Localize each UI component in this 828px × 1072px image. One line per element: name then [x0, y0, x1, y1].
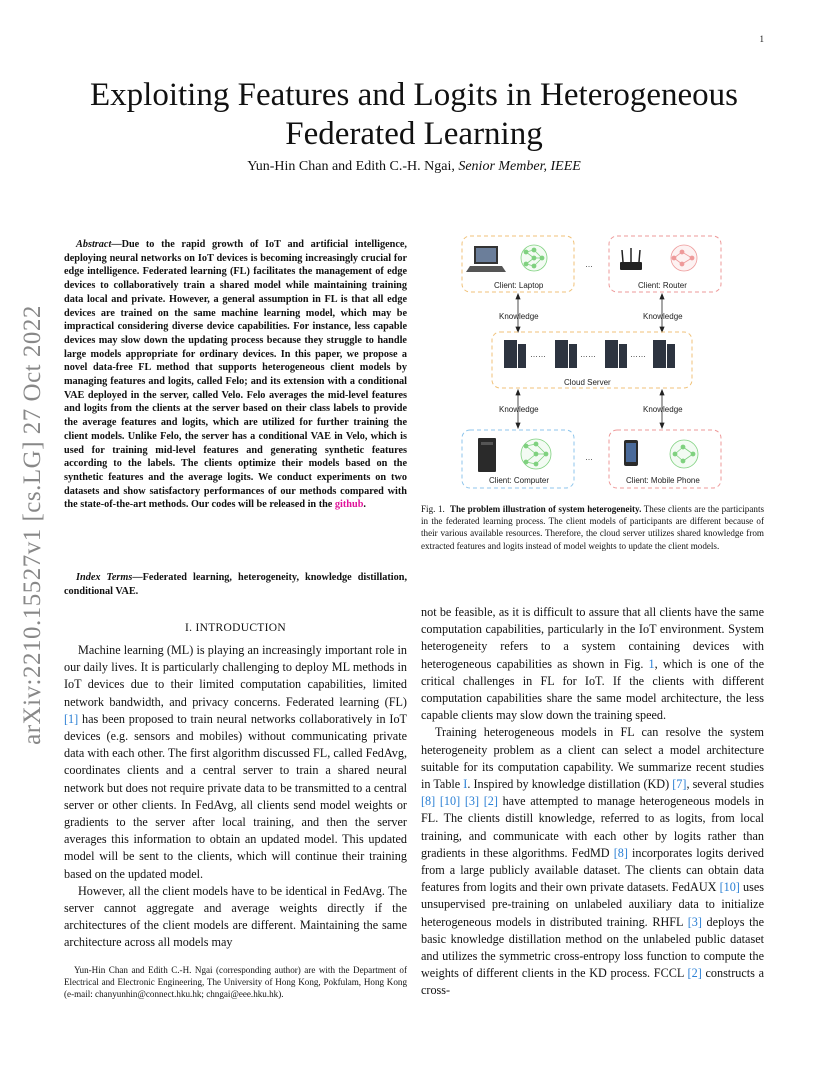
arxiv-sidebar-stamp [10, 290, 56, 760]
network-icon-router [671, 245, 697, 271]
citation-link[interactable]: [8] [421, 794, 436, 809]
intro-paragraph-1: Machine learning (ML) is playing an increasingly important role in our daily lives. It is particularly challenging to deploy ML methods in IoT devices due to their limited computation capabilities, limited network bandwidth, and privacy concerns. Federated learning (FL) [1] has been proposed to train neural networks collaboratively in IoT devices (e.g. sensors and mobiles) without communicating private data with each other. The first algorithm discussed FL, called FedAvg, coordinates clients and a central server to train a shared neural network but does not require private data to be transmitted to a central server or other clients. In FedAvg, all clients send model weights or gradients to the server after local training, and then the server averages this information to obtain an updated model. This updated model will be sent to the clients, which will continue their training based on the updated model. [64, 643, 407, 881]
ellipsis-bottom: … [585, 453, 593, 462]
citation-link[interactable]: [7] [672, 777, 687, 792]
label-knowledge-4: Knowledge [643, 405, 683, 414]
computer-tower-icon [478, 438, 496, 472]
index-terms [64, 571, 407, 598]
table-ref-link[interactable]: I [463, 777, 468, 792]
network-icon-phone [670, 440, 698, 468]
introduction-text [64, 642, 407, 952]
citation-link[interactable]: [10] [439, 794, 461, 809]
citation-link[interactable]: [2] [687, 966, 702, 981]
arxiv-identifier: arXiv:2210.15527v1 [cs.LG] 27 Oct 2022 [19, 305, 46, 745]
index-terms-text: —Federated learning, heterogeneity, knowledge distillation, conditional VAE. [64, 572, 408, 597]
citation-link[interactable]: [2] [483, 794, 498, 809]
ellipsis-top: … [585, 260, 593, 269]
caption-text: These clients are the participants in the federated learning process. The client models of participants are different because of their various available resources. Therefore, the cloud server utilizes shared knowledge from extracted features and logits instead of model weights to update the client models. [421, 504, 765, 551]
paper-authors [64, 159, 764, 175]
label-client-phone: Client: Mobile Phone [626, 476, 700, 485]
citation-link[interactable]: [1] [64, 711, 79, 726]
citation-link[interactable]: [3] [464, 794, 480, 809]
author-footnote: Yun-Hin Chan and Edith C.-H. Ngai (corresponding author) are with the Department of Electrical and Electronic Engineering, The University of Hong Kong, Pokfulam, Hong Kong (e-mail: chanyunhin@connect.hku.hk; chngai@eee.hku.hk). [64, 965, 407, 1000]
author-role: Senior Member, IEEE [458, 159, 581, 174]
mobile-phone-icon [624, 440, 638, 466]
abstract-label: Abstract [76, 239, 112, 250]
label-cloud-server: Cloud Server [564, 378, 611, 387]
caption-bold: The problem illustration of system heterogeneity. [449, 504, 642, 514]
server-dots-2: …… [580, 350, 596, 359]
section-heading-introduction: I. INTRODUCTION [185, 622, 286, 634]
server-dots-1: …… [530, 350, 546, 359]
figure-ref-link[interactable]: 1 [648, 656, 655, 671]
label-knowledge-1: Knowledge [499, 312, 539, 321]
label-knowledge-3: Knowledge [499, 405, 539, 414]
label-client-computer: Client: Computer [489, 476, 550, 485]
router-icon [620, 248, 642, 270]
figure-1-caption [421, 503, 764, 552]
github-link[interactable]: github [334, 499, 364, 511]
label-client-laptop: Client: Laptop [494, 281, 544, 290]
citation-link[interactable]: [8] [613, 845, 628, 860]
abstract-text: —Due to the rapid growth of IoT and artificial intelligence, deploying neural networks on IoT devices is becoming increasingly crucial for edge intelligence. Federated learning (FL) facilitates the management of edge devices to collaboratively train a shared model while maintaining training data local and private. However, a general assumption in FL is that all edge devices are trained on the same machine learning model, which may be impractical considering diverse device capabilities. For instance, less capable devices may slow down the updating process because they struggle to handle large models appropriate for ordinary devices. In this paper, we propose a novel data-free FL method that supports heterogeneous client models by managing features and logits, called Felo; and its extension with a conditional VAE deployed in the server, called Velo. Felo averages the mid-level features and logits from the clients at the server based on their class labels to provide the average features and logits, which are utilized for further training the client models. Unlike Felo, the server has a conditional VAE in Velo, which is used for training mid-level features and generating synthetic features according to the labels. The clients optimize their models based on the synthetic features and the average logits. We conduct experiments on two datasets and show satisfactory performances of our methods compared with the state-of-the-art methods. Our codes will be released in the [64, 239, 407, 511]
figure-1-diagram [452, 228, 737, 498]
label-client-router: Client: Router [638, 281, 687, 290]
laptop-icon [466, 246, 506, 272]
network-icon-computer [521, 439, 551, 469]
page-number: 1 [759, 34, 764, 44]
author-names: Yun-Hin Chan and Edith C.-H. Ngai, [247, 159, 455, 174]
caption-label: Fig. 1. [421, 504, 445, 514]
index-terms-label: Index Terms [76, 572, 133, 583]
right-column-text [421, 604, 764, 1000]
paper-title: Exploiting Features and Logits in Heterogeneous Federated Learning [90, 77, 738, 152]
right-paragraph-1: not be feasible, as it is difficult to assure that all clients have the same computation capabilities, particularly in the IoT environment. System heterogeneity refers to a system containing devices with heterogeneous capabilities as shown in Fig. 1, which is one of the critical challenges in FL for IoT. If the clients with different computation capabilities share the same model architecture, the less capable clients may slow down the training speed. [421, 605, 764, 723]
citation-link[interactable]: [10] [719, 880, 740, 895]
right-paragraph-2: Training heterogeneous models in FL can resolve the system heterogeneity problem as a client can select a model architecture suitable for its computation capability. We summarize recent studies in Table I. Inspired by knowledge distillation (KD) [7], several studies [8] [10] [3] [2] have attempted to manage heterogeneous models in FL. The clients distill knowledge, referred to as logits, from local training, and communicate with each other by logits rather than gradients in these algorithms. FedMD [8] incorporates logits derived from a large publicly available dataset. The clients can obtain data features from logits and their own private datasets. FedAUX [10] uses unsupervised pre-training on unlabeled auxiliary data to initialize heterogeneous models in distributed training. RHFL [3] deploys the basic knowledge distillation method on the unlabeled public dataset and utilizes the symmetric cross-entropy loss function to compute the weights of different clients in the KD process. FCCL [2] constructs a cross- [421, 725, 765, 998]
intro-paragraph-2: However, all the client models have to be identical in FedAvg. The server cannot aggregate and average weights directly if the architectures of the client models are different. Maintaining the same architecture across all models may [64, 883, 407, 950]
citation-link[interactable]: [3] [687, 914, 702, 929]
label-knowledge-2: Knowledge [643, 312, 683, 321]
server-dots-3: …… [630, 350, 646, 359]
abstract [64, 238, 407, 512]
abstract-end: . [363, 499, 366, 511]
neural-network-icon [521, 245, 547, 271]
